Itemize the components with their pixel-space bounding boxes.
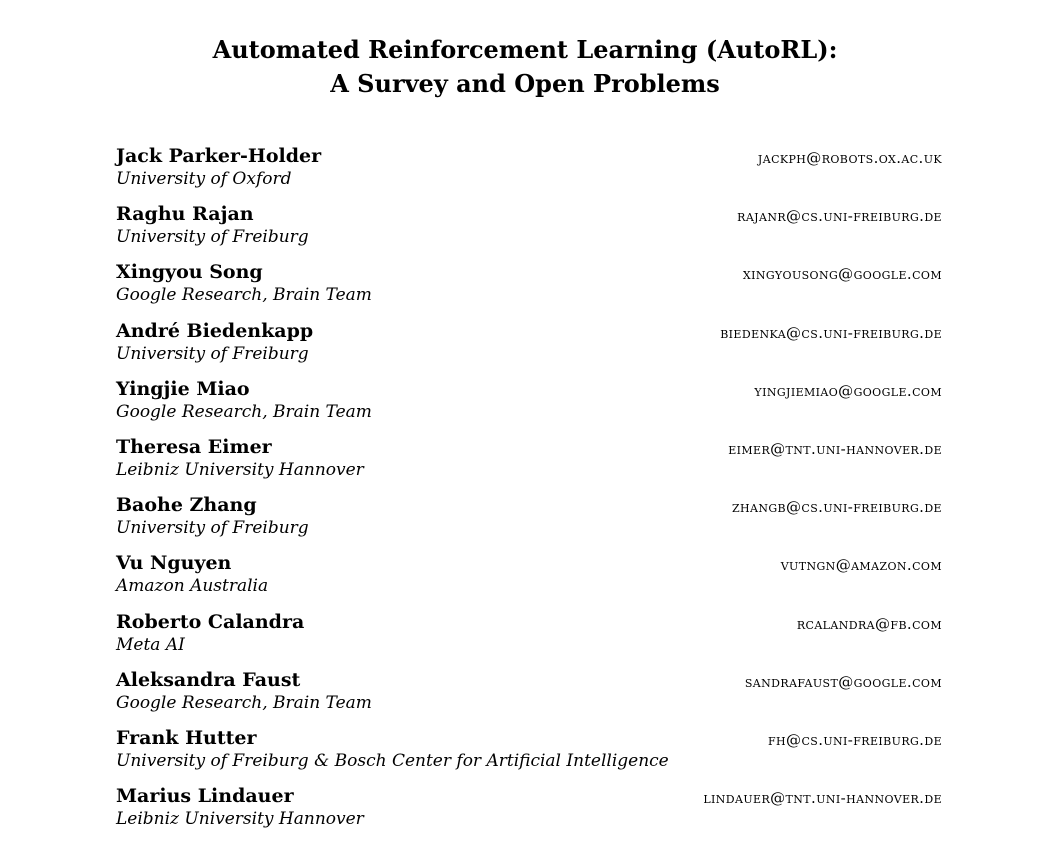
author-entry <box>116 549 942 607</box>
author-affiliation: Amazon Australia <box>116 576 269 597</box>
author-affiliation: University of Freiburg <box>116 518 309 539</box>
author-name: Vu Nguyen <box>116 552 232 575</box>
author-email: xingyousong@google.com <box>742 265 942 284</box>
author-affiliation: Google Research, Brain Team <box>116 692 372 713</box>
author-name: Roberto Calandra <box>116 610 305 633</box>
author-name: Frank Hutter <box>116 726 257 749</box>
author-affiliation: University of Freiburg & Bosch Center for Artificial Intelligence <box>116 750 669 771</box>
author-entry <box>116 375 942 433</box>
author-email: zhangb@cs.uni-freiburg.de <box>731 498 942 517</box>
author-name: Xingyou Song <box>116 261 263 284</box>
author-email: sandrafaust@google.com <box>744 672 942 691</box>
author-list <box>116 142 942 840</box>
author-name: Raghu Rajan <box>116 203 254 226</box>
author-email: yingjiemiao@google.com <box>754 381 942 400</box>
paper-title <box>0 33 1050 101</box>
author-name: Aleksandra Faust <box>116 668 301 691</box>
author-entry <box>116 433 942 491</box>
author-email: fh@cs.uni-freiburg.de <box>768 730 942 749</box>
author-affiliation: University of Freiburg <box>116 343 309 364</box>
paper-title-line-1: Automated Reinforcement Learning (AutoRL): <box>212 35 838 64</box>
author-name: Baohe Zhang <box>116 494 257 517</box>
author-affiliation: University of Freiburg <box>116 227 309 248</box>
author-email: jackph@robots.ox.ac.uk <box>757 149 942 167</box>
author-entry <box>116 724 942 782</box>
author-name: Marius Lindauer <box>116 785 294 808</box>
author-email: rajanr@cs.uni-freiburg.de <box>737 207 942 226</box>
author-entry <box>116 200 942 258</box>
author-entry <box>116 258 942 316</box>
author-email: lindauer@tnt.uni-hannover.de <box>703 789 942 808</box>
author-name: Theresa Eimer <box>116 435 272 458</box>
author-affiliation: University of Oxford <box>116 169 292 189</box>
author-affiliation: Leibniz University Hannover <box>116 459 364 480</box>
author-entry <box>116 666 942 724</box>
author-name: Jack Parker-Holder <box>116 145 322 167</box>
author-affiliation: Google Research, Brain Team <box>116 401 372 422</box>
author-email: eimer@tnt.uni-hannover.de <box>728 439 942 458</box>
author-entry <box>116 142 942 200</box>
author-name: Yingjie Miao <box>116 377 250 400</box>
author-email: biedenka@cs.uni-freiburg.de <box>720 323 942 342</box>
author-affiliation: Meta AI <box>116 634 185 655</box>
author-email: vutngn@amazon.com <box>780 556 942 575</box>
author-name: André Biedenkapp <box>116 319 314 342</box>
author-entry <box>116 608 942 666</box>
author-entry <box>116 317 942 375</box>
author-affiliation: Google Research, Brain Team <box>116 285 372 306</box>
paper-title-line-2: A Survey and Open Problems <box>330 69 720 98</box>
author-entry <box>116 491 942 549</box>
author-affiliation: Leibniz University Hannover <box>116 809 364 830</box>
author-entry <box>116 782 942 840</box>
author-email: rcalandra@fb.com <box>796 614 942 633</box>
